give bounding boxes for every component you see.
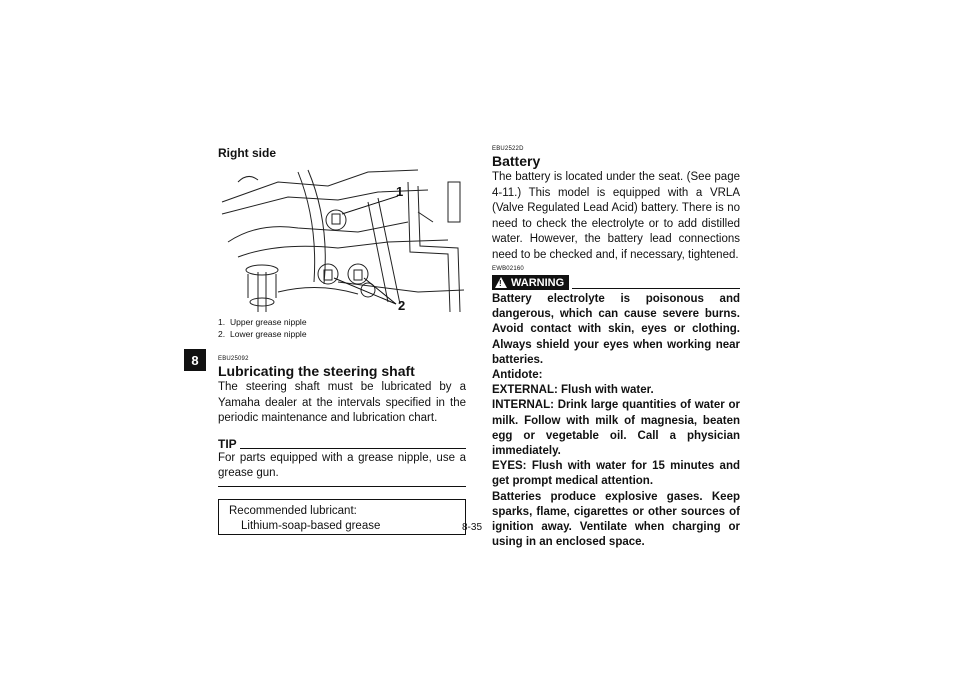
- page-number: 8-35: [462, 522, 483, 533]
- battery-paragraph: The battery is located under the seat. (See page 4-11.) This model is equipped with a VRLA (Valve Regulated Lead Acid) battery. There is no need to check the electrolyte or to add distilled water. However, the battery lead connections need to be checked and, if necessary, tightened.: [492, 171, 740, 261]
- right-column: [492, 146, 740, 550]
- tip-text: For parts equipped with a grease nipple, use a grease gun.: [218, 451, 466, 487]
- figure-title: Right side: [218, 146, 277, 160]
- lubricant-box: [218, 499, 466, 535]
- warning-rule: [572, 288, 740, 289]
- warning-line: EXTERNAL: Flush with water.: [492, 384, 654, 397]
- figure-label-row: 1. Upper grease nipple: [218, 317, 307, 327]
- tip-header: [218, 438, 466, 451]
- warning-line: Battery electrolyte is poisonous and dangerous, which can cause severe burns. Avoid contact with skin, eyes or clothing. Always shield your eyes when working near batteries.: [492, 293, 740, 366]
- tip-label: TIP: [218, 436, 237, 451]
- section-heading: Battery: [492, 153, 541, 169]
- figure-label-row: 2. Lower grease nipple: [218, 329, 307, 339]
- grease-nipple-figure: [218, 162, 466, 314]
- lubricant-value: Lithium-soap-based grease: [241, 519, 381, 532]
- warning-line: Antidote:: [492, 369, 543, 382]
- warning-badge: [492, 275, 569, 290]
- warning-text: [492, 292, 740, 550]
- steering-paragraph: The steering shaft must be lubricated by a Yamaha dealer at the intervals specified in the periodic maintenance and lubrication chart.: [218, 381, 466, 424]
- section-heading: Lubricating the steering shaft: [218, 363, 415, 379]
- warning-icon: !: [495, 277, 507, 288]
- callout-1: 1: [396, 184, 404, 199]
- callout-2: 2: [398, 298, 406, 313]
- warning-header: [492, 275, 740, 290]
- section-tab: 8: [184, 349, 206, 371]
- warning-line: EYES: Flush with water for 15 minutes and get prompt medical attention.: [492, 460, 740, 488]
- figure-labels: [218, 316, 466, 340]
- warning-code: EWB02160: [492, 266, 524, 272]
- tip-rule: [240, 448, 466, 449]
- warning-label: WARNING: [511, 276, 565, 289]
- section-code: EBU25092: [218, 356, 249, 362]
- lubricant-label: Recommended lubricant:: [229, 504, 357, 517]
- section-code: EBU2522D: [492, 146, 524, 152]
- warning-line: Batteries produce explosive gases. Keep sparks, flame, cigarettes or other sources of ignition away. Ventilate when charging or using in an enclosed space.: [492, 490, 740, 549]
- warning-line: INTERNAL: Drink large quantities of water or milk. Follow with milk of magnesia, beaten egg or vegetable oil. Call a physician immediately.: [492, 399, 740, 458]
- left-column: [218, 146, 466, 535]
